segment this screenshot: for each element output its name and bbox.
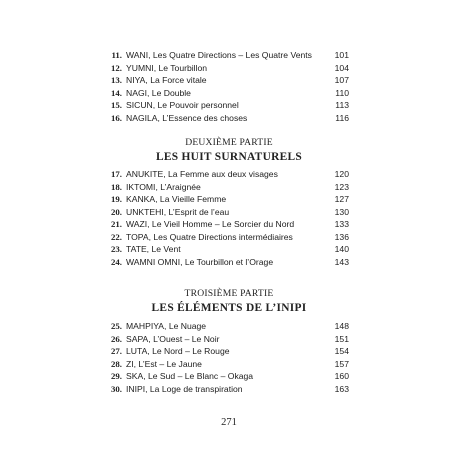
entry-page: 136 bbox=[334, 231, 349, 242]
entry-number: 26. bbox=[111, 333, 122, 344]
entry-page: 127 bbox=[334, 194, 349, 204]
entry-title: SAPA, L’Ouest – Le Noir bbox=[126, 333, 220, 344]
entry-number: 29. bbox=[111, 371, 122, 381]
entry-number: 15. bbox=[111, 100, 122, 110]
entry-number: 23. bbox=[111, 244, 122, 254]
entry-title: NAGI, Le Double bbox=[126, 87, 191, 98]
entry-number: 30. bbox=[111, 383, 122, 394]
toc-list-part-three bbox=[102, 320, 349, 395]
entry-title: SICUN, Le Pouvoir personnel bbox=[126, 100, 239, 110]
toc-entry bbox=[102, 193, 349, 206]
entry-page: 113 bbox=[335, 100, 349, 110]
entry-number: 27. bbox=[111, 346, 122, 356]
entry-page: 154 bbox=[334, 346, 349, 356]
page-number: 271 bbox=[221, 417, 237, 428]
entry-page: 133 bbox=[334, 219, 349, 229]
toc-entry bbox=[102, 345, 349, 358]
entry-number: 28. bbox=[111, 358, 122, 369]
toc-entry bbox=[102, 320, 349, 333]
toc-entry bbox=[102, 243, 349, 256]
entry-page: 110 bbox=[335, 87, 349, 98]
entry-page: 151 bbox=[334, 333, 349, 344]
entry-title: KANKA, La Vieille Femme bbox=[126, 194, 227, 204]
entry-page: 157 bbox=[334, 358, 349, 369]
entry-number: 13. bbox=[111, 75, 122, 85]
toc-entry bbox=[102, 231, 349, 244]
entry-title: IKTOMI, L’Araignée bbox=[126, 181, 201, 192]
entry-title: SKA, Le Sud – Le Blanc – Okaga bbox=[126, 371, 254, 381]
entry-page: 123 bbox=[334, 181, 349, 192]
toc-entry bbox=[102, 256, 349, 269]
toc-entry bbox=[102, 358, 349, 371]
toc-entry bbox=[102, 112, 349, 125]
toc-entry bbox=[102, 74, 349, 87]
entry-title: TOPA, Les Quatre Directions intermédiaires bbox=[126, 231, 293, 242]
toc-entry bbox=[102, 181, 349, 194]
entry-title: ZI, L’Est – Le Jaune bbox=[126, 358, 202, 369]
entry-number: 18. bbox=[111, 181, 122, 192]
part-title: LES HUIT SURNATURELS bbox=[155, 151, 303, 163]
toc-entry bbox=[102, 87, 349, 100]
entry-number: 21. bbox=[111, 219, 122, 229]
toc-entry bbox=[102, 168, 349, 181]
toc-list-part-two bbox=[102, 168, 349, 268]
toc-entry bbox=[102, 206, 349, 219]
toc-list-part-one-continued bbox=[102, 49, 349, 124]
entry-title: WAZI, Le Vieil Homme – Le Sorcier du Nord bbox=[126, 219, 295, 229]
entry-title: UNKTEHI, L’Esprit de l’eau bbox=[126, 206, 230, 217]
entry-number: 17. bbox=[111, 169, 122, 179]
entry-number: 12. bbox=[111, 62, 122, 73]
toc-entry bbox=[102, 370, 349, 383]
toc-entry bbox=[102, 62, 349, 75]
part-title: LES ÉLÉMENTS DE L’INIPI bbox=[151, 302, 307, 314]
entry-number: 11. bbox=[111, 50, 122, 60]
entry-title: WAMNI OMNI, Le Tourbillon et l’Orage bbox=[126, 256, 274, 267]
entry-title: YUMNI, Le Tourbillon bbox=[126, 62, 208, 73]
part-label: DEUXIÈME PARTIE bbox=[185, 137, 273, 148]
entry-title: TATE, Le Vent bbox=[126, 244, 181, 254]
entry-number: 25. bbox=[111, 321, 122, 331]
part-label: TROISIÈME PARTIE bbox=[184, 288, 274, 299]
entry-number: 22. bbox=[111, 231, 122, 242]
toc-entry bbox=[102, 99, 349, 112]
toc-entry bbox=[102, 383, 349, 396]
entry-title: WANI, Les Quatre Directions – Les Quatre Vents bbox=[126, 50, 312, 60]
toc-entry bbox=[102, 333, 349, 346]
entry-number: 14. bbox=[111, 87, 122, 98]
entry-page: 130 bbox=[334, 206, 349, 217]
entry-title: INIPI, La Loge de transpiration bbox=[126, 383, 243, 394]
entry-title: MAHPIYA, Le Nuage bbox=[126, 321, 207, 331]
entry-page: 140 bbox=[334, 244, 349, 254]
entry-page: 143 bbox=[334, 256, 349, 267]
entry-title: NAGILA, L’Essence des choses bbox=[126, 112, 248, 123]
entry-page: 104 bbox=[334, 62, 349, 73]
entry-number: 20. bbox=[111, 206, 122, 217]
entry-page: 163 bbox=[334, 383, 349, 394]
toc-entry bbox=[102, 218, 349, 231]
entry-page: 107 bbox=[334, 75, 349, 85]
entry-number: 19. bbox=[111, 194, 122, 204]
entry-number: 24. bbox=[111, 256, 122, 267]
toc-entry bbox=[102, 49, 349, 62]
entry-page: 160 bbox=[334, 371, 349, 381]
entry-page: 116 bbox=[335, 112, 349, 123]
entry-title: ANUKITE, La Femme aux deux visages bbox=[126, 169, 278, 179]
entry-number: 16. bbox=[111, 112, 122, 123]
entry-title: LUTA, Le Nord – Le Rouge bbox=[126, 346, 230, 356]
entry-page: 120 bbox=[334, 169, 349, 179]
entry-page: 101 bbox=[334, 50, 349, 60]
entry-title: NIYA, La Force vitale bbox=[126, 75, 207, 85]
entry-page: 148 bbox=[334, 321, 349, 331]
